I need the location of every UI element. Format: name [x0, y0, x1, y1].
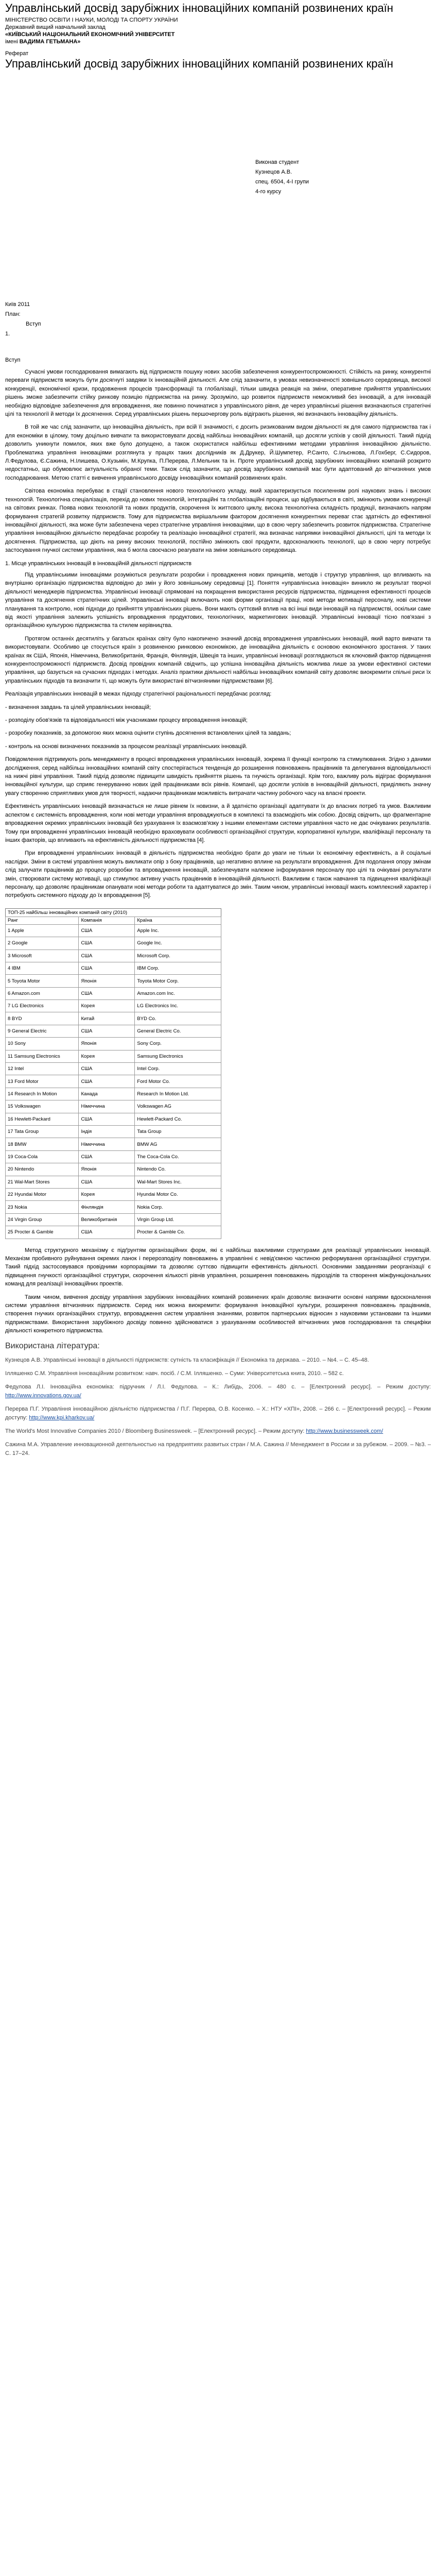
university-named-line [5, 38, 431, 45]
named-prefix: імені [5, 39, 18, 45]
table-cell: 19 Coca-Cola [6, 1150, 79, 1163]
table-cell: Ford Motor Co. [135, 1075, 221, 1088]
table-cell: Індія [79, 1126, 135, 1138]
table-row [6, 1201, 221, 1213]
table-caption: ТОП-25 найбільш інноваційних компаній світу (2010) [5, 908, 221, 917]
table-cell: 14 Research In Motion [6, 1088, 79, 1100]
intro-label: Вступ [5, 357, 21, 363]
table-row [6, 1012, 221, 1025]
table-row [6, 937, 221, 950]
table-cell: Німеччина [79, 1100, 135, 1113]
table-cell: Procter & Gamble Co. [135, 1226, 221, 1239]
table-cell: США [79, 1075, 135, 1088]
table-cell: США [79, 1025, 135, 1037]
table-cell: Research In Motion Ltd. [135, 1088, 221, 1100]
table-cell: 25 Procter & Gamble [6, 1226, 79, 1239]
table-cell: Hyundai Motor Co. [135, 1188, 221, 1200]
table-cell: Hewlett-Packard Co. [135, 1113, 221, 1125]
table-cell: 10 Sony [6, 1038, 79, 1050]
reference-item [5, 1383, 431, 1400]
author-line-1: Виконав студент [255, 159, 300, 165]
table-cell: Virgin Group Ltd. [135, 1213, 221, 1226]
table-cell: США [79, 962, 135, 974]
table-row [6, 987, 221, 999]
topic-title: Управлінський досвід зарубіжних інноваційних компаній розвинених країн [5, 57, 393, 70]
table-cell: США [79, 1063, 135, 1075]
table-cell: США [79, 924, 135, 937]
table-row [6, 1063, 221, 1075]
reference-text: The World's Most Innovative Companies 2010 / Bloomberg Businessweek. – [Електронний ресурс]. – Режим доступу: [5, 1428, 305, 1435]
table-cell: Nintendo Co. [135, 1163, 221, 1176]
table-header-cell: Ранг [6, 917, 79, 924]
table-cell: Sony Corp. [135, 1038, 221, 1050]
table-header-row [6, 917, 221, 924]
table-cell: Канада [79, 1088, 135, 1100]
table-cell: Корея [79, 1000, 135, 1012]
table-cell: Корея [79, 1188, 135, 1200]
table-cell: Apple Inc. [135, 924, 221, 937]
table-row [6, 1188, 221, 1200]
paragraph: Таким чином, вивчення досвіду управління зарубіжних інноваційних компаній розвинених країн дозволяє визначити основні напрями вдосконалення системи управління вітчизняних підприємств. Серед них можна виокремити: формування інноваційної культури, розширення повноважень працівників, створення гнучких організаційних структур, впровадження систем управління знаннями, розвиток партнерських відносин з науковими установами та іншими підприємствами. Використання зарубіжного досвіду повинно здійснюватися з урахуванням особливостей вітчизняних умов господарювання та специфіки діяльності конкретного підприємства. [5, 1294, 431, 1334]
table-cell: Китай [79, 1012, 135, 1025]
paragraph: Метод структурного механізму є підґрунтям організаційних форм, які є найбільш важливими структурами для реалізації управлінських інновацій. Механізм пробивного руйнування окремих ланок і перерозподілу повноважень в управлінні є невід'ємною частиною реформування організаційної структури. Такий підхід застосовувався провідними корпораціями та дозволяє суттєво підвищити ефективність діяльності. Основними завданнями реорганізації є підвищення гнучкості організаційної структури, скорочення кількості рівнів управління, розширення повноважень підрозділів та створення міжфункціональних команд для реалізації інноваційних проектів. [5, 1247, 431, 1287]
table-cell: Volkswagen AG [135, 1100, 221, 1113]
table-cell: 8 BYD [6, 1012, 79, 1025]
table-cell: Tata Group [135, 1126, 221, 1138]
author-line-2: Кузнецов А.В. [255, 169, 292, 175]
table-cell: 9 General Electric [6, 1025, 79, 1037]
table-cell: Фінляндія [79, 1201, 135, 1213]
paragraph: Світова економіка перебуває в стадії становлення нового технологічного укладу, який характеризується посиленням ролі наукових знань і високих технологій. Технологічна спеціалізація, перехід до нових технологій, інтеграційні та глобалізаційні процеси, що відбуваються в світі, змінюють умови конкуренції на світових ринках. Поява нових технологій та нових продуктів, скорочення їх життєвого циклу, висока технологічна складність продукції, визначають напрям формування стратегій розвитку підприємств. Тому для підприємства вирішальним фактором досягнення конкурентних переваг стає здатність до ефективної інноваційної діяльності, яка може бути забезпечена через стратегічне управління інноваціями, що в свою чергу забезпечить розвиток підприємства. Стратегічне управління інноваційною діяльністю передбачає розробку та реалізацію інноваційної стратегії, яка визначає напрямки інноваційної діяльності, цілі та методи їх досягнення. Підприємства, що діють на ринку високих технологій, постійно змінюють свої продукти, вдосконалюють технології, що в свою чергу потребує застосування гнучкої системи управління, яка б могла своєчасно реагувати на зміни зовнішнього середовища. [5, 488, 431, 554]
table-cell: 7 LG Electronics [6, 1000, 79, 1012]
university-name: «КИЇВСЬКИЙ НАЦІОНАЛЬНИЙ ЕКОНОМІЧНИЙ УНІВЕРСИТЕТ [5, 31, 175, 38]
plan-heading: План: [5, 311, 21, 317]
table-cell: США [79, 937, 135, 950]
document-title: Управлінський досвід зарубіжних інноваційних компаній розвинених країн [5, 2, 393, 14]
city-year: Київ 2011 [5, 301, 30, 308]
table-cell: Microsoft Corp. [135, 950, 221, 962]
table-cell: США [79, 1150, 135, 1163]
author-line-3: спец. 6504, 4-I групи [255, 179, 309, 185]
table-row [6, 1000, 221, 1012]
table-cell: Німеччина [79, 1138, 135, 1150]
table-cell: Wal-Mart Stores Inc. [135, 1176, 221, 1188]
paragraph: Протягом останніх десятиліть у багатьох країнах світу було накопичено значний досвід впровадження управлінських інновацій, який варто вивчати та використовувати. Особливо це стосується країн з розвиненою ринковою економікою, де інноваційна діяльність є основою економічного зростання. У таких країнах як США, Японія, Німеччина, Великобританія, Франція, Фінляндія, Швеція та інших, управлінські інновації розглядаються як ключовий фактор підвищення конкурентоспроможності підприємств. Досвід провідних компаній свідчить, що успішна інноваційна діяльність можлива лише за умови ефективної системи управління, що базується на сучасних підходах і методах. Аналіз практики діяльності найбільш інноваційних компаній світу дозволяє виокремити спільні риси їх управлінських підходів та визначити ті, що можуть бути використані вітчизняними підприємствами [6]. [5, 635, 431, 684]
table-row [6, 924, 221, 937]
author-line-4: 4-го курсу [255, 189, 282, 195]
table-row [6, 1176, 221, 1188]
table-row [6, 1138, 221, 1150]
table-row [6, 1100, 221, 1113]
ministry-line: МІНІСТЕРСТВО ОСВІТИ І НАУКИ, МОЛОДІ ТА СПОРТУ УКРАЇНИ [5, 17, 178, 23]
institution-type: Державний вищий навчальний заклад [5, 24, 106, 30]
table-cell: 16 Hewlett-Packard [6, 1113, 79, 1125]
paragraph: Реалізація управлінських інновацій в межах підходу стратегічної раціональності передбачає розгляд: [5, 691, 272, 698]
table-row [6, 975, 221, 987]
table-row [6, 1038, 221, 1050]
table-row [6, 962, 221, 974]
reference-text: Перерва П.Г. Управління інноваційною діяльністю підприємства / П.Г. Перерва, О.В. Косенко. – Х.: НТУ «ХПІ», 2008. – 266 с. – [Електронний ресурс]. – Режим доступу: [5, 1406, 431, 1421]
paragraph: Під управлінськими інноваціями розуміються результати розробки і провадження нових принципів, методів і структур управління, що впливають на внутрішню організацію підприємства відповідно до змін у його зовнішньому середовищі [1]. Поняття «управлінська інновація» виникло як результат творчої діяльності менеджерів підприємства. Управлінські інновації спрямовані на покращення використання ресурсів підприємства, підвищення ефективності процесів управління та досягнення стратегічних цілей. Управлінські інновації включають нові форми організації праці, нові методи мотивації персоналу, нові системи планування та контролю, нові підходи до прийняття управлінських рішень. Вони мають суттєвий вплив на всі інші види інновацій на підприємстві, оскільки саме від якості управління залежить успішність впровадження продуктових, технологічних, маркетингових інновацій. Управлінські інновації тісно пов'язані з організаційною культурою підприємства та стилем керівництва. [5, 571, 431, 629]
table-cell: Toyota Motor Corp. [135, 975, 221, 987]
reference-link[interactable]: http://www.businessweek.com/ [306, 1428, 383, 1435]
table-cell: Корея [79, 1050, 135, 1062]
list-item: - розробку показників, за допомогою яких можна оцінити ступінь досягнення встановлених цілей та завдань; [5, 730, 291, 737]
table-cell: США [79, 950, 135, 962]
table-cell: США [79, 1113, 135, 1125]
table-cell: 12 Intel [6, 1063, 79, 1075]
reference-link[interactable]: http://www.kpi.kharkov.ua/ [29, 1414, 95, 1421]
reference-item [5, 1356, 431, 1364]
work-type: Реферат [5, 50, 29, 57]
table-cell: 1 Apple [6, 924, 79, 937]
paragraph: В той же час слід зазначити, що інноваційна діяльність, при всій її значимості, є досить ризикованим видом діяльності як для самого підприємства так і для економіки в цілому, тому доцільно вивчати та використовувати досвід найбільш інноваційних компаній, що досягли успіхів у своїй діяльності. Такий підхід дозволить уникнути помилок, яких вже було допущено, а також скористатися найбільш ефективними методами управління інноваційною діяльністю. Проблематика управління інноваціями розглянута у працях таких дослідників як Д.Друкер, Й.Шумпетер, Р.Санто, С.Ільєнкова, Л.Гохберг, С.Сидоров, Л.Федулова, Є.Сажина, Н.Ілишева, О.Кузьмін, М.Крупка, П.Перерва, Л.Мельник та ін. Проте управлінський досвід зарубіжних інноваційних компаній розкрито недостатньо, що обумовлює актуальність обраної теми. Також слід зазначити, що досвід зарубіжних компаній має бути адаптований до вітчизняних умов господарювання. Метою статті є вивчення управлінського досвіду інноваційних компаній розвинених країн. [5, 424, 431, 481]
paragraph: Повідомлення підтримують роль менеджменту в процесі впровадження управлінських інновацій, зокрема її функції контролю та стимулювання. Згідно з даними дослідження, серед найбільш інноваційних компаній світу спостерігається тенденція до розширення повноважень працівників та делегування відповідальності на нижчі рівні управління. Такий підхід дозволяє підвищити швидкість прийняття рішень та гнучкість організації. Крім того, важливу роль відіграє формування інноваційної культури, що сприяє генеруванню нових ідей працівниками всіх рівнів. Компанії, що досягли успіхів в інноваційній діяльності, приділяють значну увагу створенню сприятливих умов для творчості, надаючи працівникам можливість витрачати частину робочого часу на власні проекти. [5, 756, 431, 796]
table-cell: BYD Co. [135, 1012, 221, 1025]
table [5, 917, 221, 1239]
plan-block [5, 300, 431, 339]
table-cell: 24 Virgin Group [6, 1213, 79, 1226]
table-cell: США [79, 987, 135, 999]
table-cell: 3 Microsoft [6, 950, 79, 962]
table-row [6, 1150, 221, 1163]
reference-item [5, 1405, 431, 1422]
table-cell: Японія [79, 1038, 135, 1050]
table-cell: General Electric Co. [135, 1025, 221, 1037]
title-page-header [5, 16, 431, 45]
reference-link[interactable]: http://www.innovations.gov.ua/ [5, 1392, 81, 1399]
author-block [255, 158, 431, 197]
table-row [6, 1088, 221, 1100]
table-row [6, 950, 221, 962]
table-row [6, 1163, 221, 1176]
section-heading: 1. Місце управлінських інновацій в інноваційній діяльності підприємств [5, 560, 191, 567]
table-cell: 18 BMW [6, 1138, 79, 1150]
table-cell: 2 Google [6, 937, 79, 950]
reference-item [5, 1427, 431, 1435]
table-row [6, 1113, 221, 1125]
reference-text: Сажина М.А. Управление инновационной деятельностью на предприятиях развитых стран / М.А. Сажина // Менеджмент в России и за рубежом. – 2009. – №3. – С. 17–24. [5, 1442, 431, 1456]
table-cell: Великобританія [79, 1213, 135, 1226]
table-cell: 22 Hyundai Motor [6, 1188, 79, 1200]
table-cell: 5 Toyota Motor [6, 975, 79, 987]
table-header-cell: Компанія [79, 917, 135, 924]
table-cell: Samsung Electronics [135, 1050, 221, 1062]
table-header-cell: Країна [135, 917, 221, 924]
reference-item [5, 1369, 431, 1378]
paragraph: При впровадженні управлінських інновацій в діяльність підприємства необхідно брати до уваги не тільки їх економічну ефективність, а й соціальні наслідки. Зміни в системі управління можуть викликати опір з боку працівників, що негативно вплине на результати впровадження. Для подолання опору змінам слід залучати працівників до процесу розробки та впровадження інновацій, забезпечувати належне інформування персоналу про цілі та очікувані результати змін, створювати систему мотивації, що стимулює активну участь працівників в інноваційній діяльності. Важливим є також навчання та підвищення кваліфікації персоналу, що дозволяє працівникам опанувати нові методи роботи та адаптуватися до змін. Таким чином, управлінські інновації мають комплексний характер і потребують системного підходу до їх впровадження [5]. [5, 850, 431, 899]
paragraph: Сучасні умови господарювання вимагають від підприємств пошуку нових засобів забезпечення конкурентоспроможності. Стійкість на ринку, конкурентні переваги підприємств можуть бути досягнуті завдяки їх інноваційній діяльності. Але слід зазначити, в умовах невизначеності зовнішнього середовища, високої конкуренції, економічної кризи, продовження процесів трансформації та глобалізації, тільки швидка реакція на зміни, оперативне прийняття управлінських рішень зможе забезпечити стійку ринкову позицію підприємства на ринку. Зрозуміло, що розвиток підприємств неможливий без інновацій, а для інновацій необхідно відповідне забезпечення для впровадження, яке повинно починатися з управлінського рівня, де через управлінські рішення визначаються стратегічні цілі та технології й методи їх досягнення. Серед управлінських рішень першочергову роль відіграють рішення, які визначають інноваційну діяльність. [5, 369, 431, 418]
table-cell: 13 Ford Motor [6, 1075, 79, 1088]
reference-text: Ілляшенко С.М. Управління інноваційним розвитком: навч. посіб. / С.М. Ілляшенко. – Суми: Університетська книга, 2010. – 582 с. [5, 1370, 344, 1377]
reference-text: Кузнецов А.В. Управлінські інновації в діяльності підприємств: сутність та класифікація // Економіка та держава. – 2010. – №4. – С. 45–48. [5, 1357, 369, 1363]
toc-intro: Вступ [26, 321, 41, 327]
table-cell: США [79, 1176, 135, 1188]
table-cell: 4 IBM [6, 962, 79, 974]
table-body [6, 924, 221, 1239]
table-cell: 21 Wal-Mart Stores [6, 1176, 79, 1188]
list-item: - розподілу обов'язків та відповідальності між учасниками процесу впровадження інновацій; [5, 717, 248, 724]
table-row [6, 1213, 221, 1226]
table-row [6, 1050, 221, 1062]
reference-item [5, 1440, 431, 1458]
table-row [6, 1075, 221, 1088]
paragraph: Ефективність управлінських інновацій визначається не лише рівнем їх новизни, а й здатністю організації адаптувати їх до власних потреб та умов. Важливим аспектом є системність впровадження, коли нові методи управління впроваджуються в комплексі та взаємодіють між собою. Досвід свідчить, що фрагментарне впровадження окремих управлінських інновацій без урахування їх взаємозв'язку з іншими елементами системи управління часто не дає очікуваних результатів. Тому при впровадженні управлінських інновацій необхідно враховувати особливості організаційної структури, корпоративної культури, кваліфікації персоналу та інших факторів, що впливають на ефективність діяльності підприємства [4]. [5, 803, 431, 843]
table-cell: 23 Nokia [6, 1201, 79, 1213]
table-cell: Nokia Corp. [135, 1201, 221, 1213]
table-cell: Google Inc. [135, 937, 221, 950]
named-name: ВАДИМА ГЕТЬМАНА» [19, 39, 81, 45]
table-row [6, 1025, 221, 1037]
table-cell: США [79, 1226, 135, 1239]
table-row [6, 1226, 221, 1239]
toc-item-1: 1. [5, 331, 10, 337]
table-cell: 17 Tata Group [6, 1126, 79, 1138]
companies-table [5, 908, 221, 1239]
table-cell: 20 Nintendo [6, 1163, 79, 1176]
table-row [6, 1126, 221, 1138]
list-item: - контроль на основі визначених показників за процесом реалізації управлінських інновацій. [5, 743, 248, 750]
table-cell: Intel Corp. [135, 1063, 221, 1075]
reference-text: Федулова Л.І. Інноваційна економіка: підручник / Л.І. Федулова. – К.: Либідь, 2006. – 480 с. – [Електронний ресурс]. – Режим доступу: [5, 1384, 431, 1391]
list-item: - визначення завдань та цілей управлінських інновацій; [5, 704, 151, 710]
table-cell: Amazon.com Inc. [135, 987, 221, 999]
table-cell: IBM Corp. [135, 962, 221, 974]
table-cell: The Coca-Cola Co. [135, 1150, 221, 1163]
table-cell: 6 Amazon.com [6, 987, 79, 999]
table-cell: 15 Volkswagen [6, 1100, 79, 1113]
table-cell: Японія [79, 1163, 135, 1176]
table-cell: BMW AG [135, 1138, 221, 1150]
table-cell: LG Electronics Inc. [135, 1000, 221, 1012]
references-heading: Використана література: [5, 1341, 100, 1350]
table-cell: 11 Samsung Electronics [6, 1050, 79, 1062]
table-cell: Японія [79, 975, 135, 987]
